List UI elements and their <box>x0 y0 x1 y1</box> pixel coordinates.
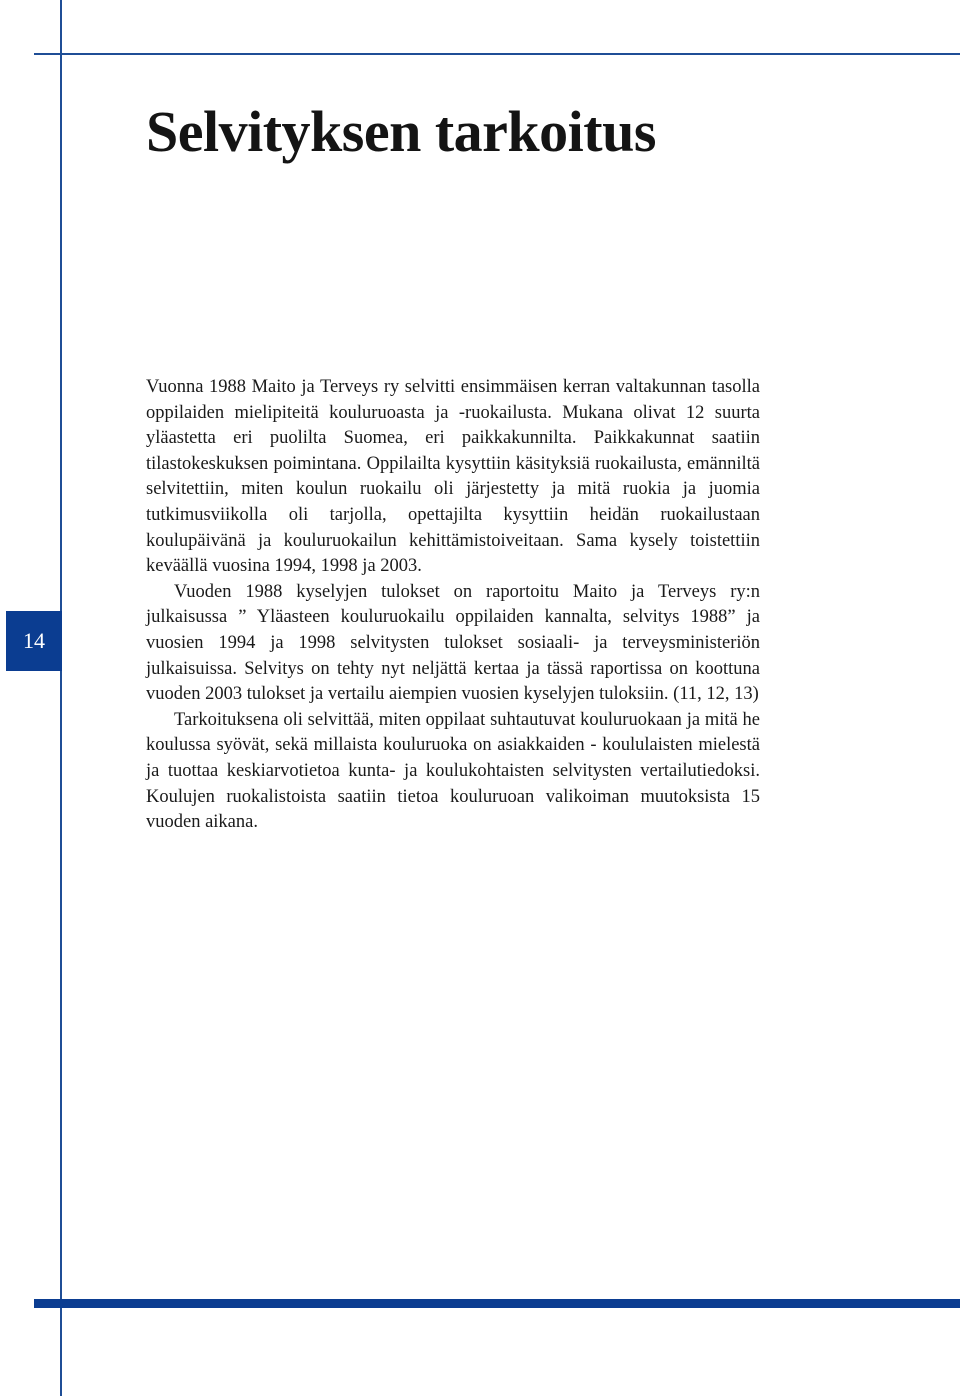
body-text <box>146 375 760 836</box>
paragraph-2: Vuoden 1988 kyselyjen tulokset on raportoitu Maito ja Terveys ry:n julkaisussa ” Yläasteen kouluruokailu oppilaiden kannalta, selvitys 1988” ja vuosien 1994 ja 1998 selvitysten tulokset sosiaali- ja terveysministeriön julkaisuissa. Selvitys on tehty nyt neljättä kertaa ja tässä raportissa on koottuna vuoden 2003 tulokset ja vertailu aiempien vuosien kyselyjen tuloksiin. (11, 12, 13) <box>146 581 760 705</box>
bottom-margin-bar <box>34 1299 960 1308</box>
left-margin-rule <box>60 0 62 1396</box>
paragraph-3: Tarkoituksena oli selvittää, miten oppilaat suhtautuvat kouluruokaan ja mitä he koulussa syövät, sekä millaista kouluruoka on asiakkaiden - koululaisten mielestä ja tuottaa keskiarvotietoa kunta- ja koulukohtaisten selvitysten vertailutiedoksi. Koulujen ruokalistoista saatiin tietoa kouluruoan valikoiman muutoksista 15 vuoden aikana. <box>146 709 760 833</box>
page-title: Selvityksen tarkoitus <box>146 99 656 164</box>
page-number-tab <box>6 611 62 671</box>
paragraph-1: Vuonna 1988 Maito ja Terveys ry selvitti ensimmäisen kerran valtakunnan tasolla oppilaiden mielipiteitä kouluruoasta ja -ruokailusta. Mukana olivat 12 suurta yläastetta eri puolilta Suomea, eri paikkakunnilta. Paikkakunnat saatiin tilastokeskuksen poimintana. Oppilailta kysyttiin käsityksiä ruokailusta, emänniltä selvitettiin, miten koulun ruokailu oli järjestetty ja mitä ruokia ja juomia tutkimusviikolla oli tarjolla, opettajilta kysyttiin heidän ruokailustaan koulupäivänä ja kouluruokailun kehittämistoiveitaan. Sama kysely toistettiin keväällä vuosina 1994, 1998 ja 2003. <box>146 377 760 577</box>
top-margin-rule <box>34 53 960 55</box>
page-number: 14 <box>23 628 45 653</box>
